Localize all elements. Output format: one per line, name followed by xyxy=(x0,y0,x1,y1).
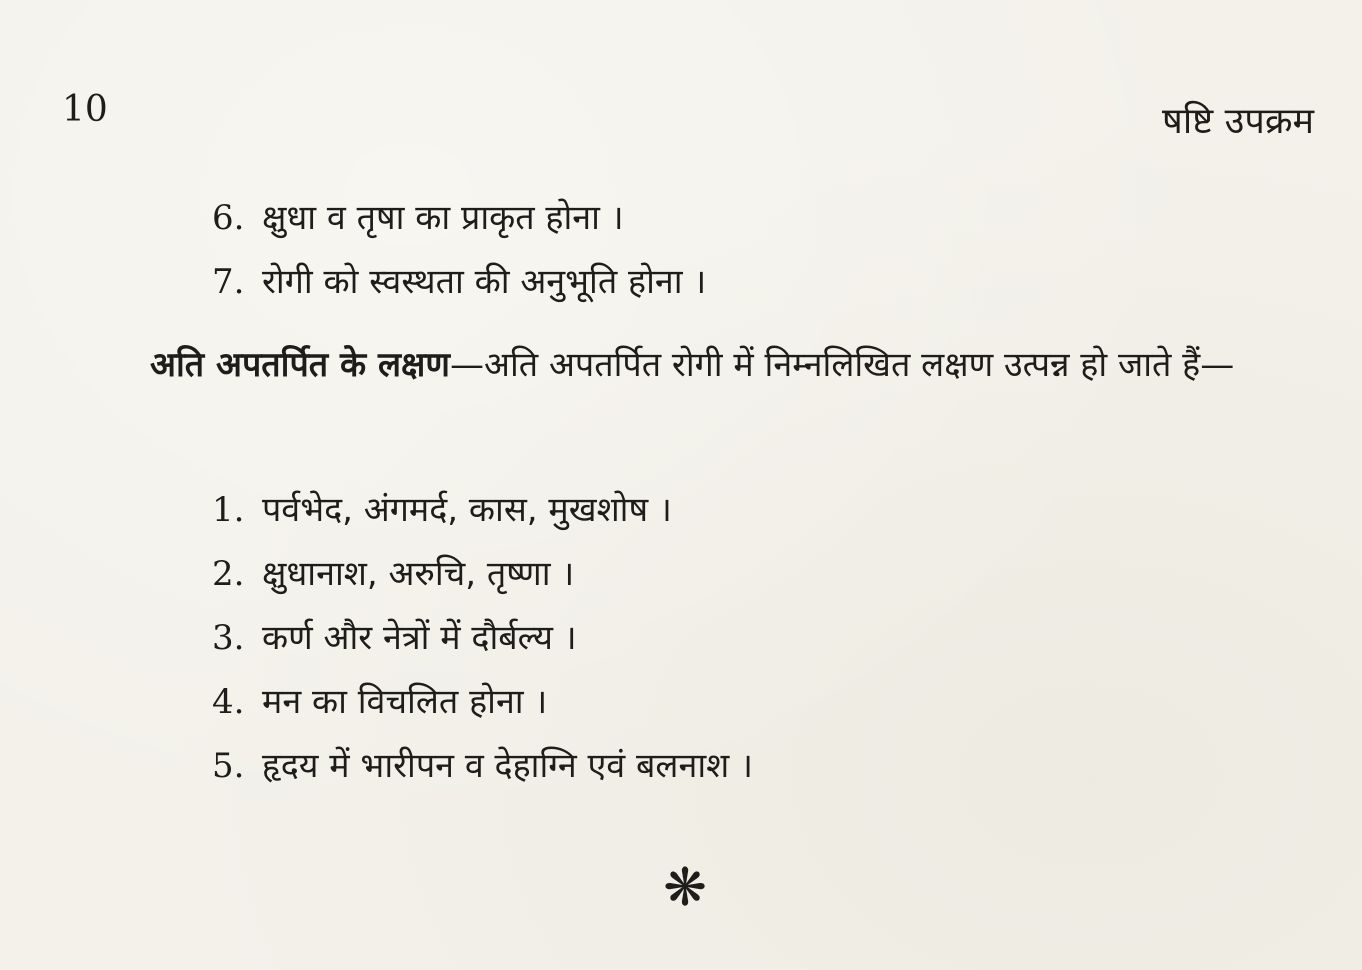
list-item xyxy=(212,606,753,670)
list-item-text: कर्ण और नेत्रों में दौर्बल्य । xyxy=(262,618,577,658)
list-item-text: रोगी को स्वस्थता की अनुभूति होना । xyxy=(262,262,707,302)
list-item-number: 7. xyxy=(212,262,245,302)
list-item-number: 2. xyxy=(212,554,245,594)
asterisk-ornament-icon: ❋ xyxy=(663,858,707,918)
section-body: —अति अपतर्पित रोगी में निम्नलिखित लक्षण उत्पन्न हो जाते हैं— xyxy=(449,345,1235,385)
list-item xyxy=(212,734,753,798)
list-item xyxy=(212,670,753,734)
list-item xyxy=(212,542,753,606)
section-paragraph xyxy=(62,336,1316,394)
list-bottom xyxy=(212,478,753,798)
list-item-text: मन का विचलित होना । xyxy=(262,682,548,722)
list-item-number: 4. xyxy=(212,682,245,722)
list-item xyxy=(212,478,753,542)
list-item-number: 1. xyxy=(212,490,245,530)
list-item xyxy=(212,186,706,250)
page-number: 10 xyxy=(62,89,108,130)
list-item-text: क्षुधानाश, अरुचि, तृष्णा । xyxy=(262,554,575,594)
list-item-text: पर्वभेद, अंगमर्द, कास, मुखशोष । xyxy=(262,490,672,530)
list-item-text: हृदय में भारीपन व देहाग्नि एवं बलनाश । xyxy=(262,746,753,786)
section-heading: अति अपतर्पित के लक्षण xyxy=(150,345,450,385)
list-item-number: 3. xyxy=(212,618,245,658)
running-title: षष्टि उपक्रम xyxy=(1162,101,1314,142)
list-item-text: क्षुधा व तृषा का प्राकृत होना । xyxy=(262,198,624,238)
list-top xyxy=(212,186,706,314)
list-item-number: 6. xyxy=(212,198,245,238)
list-item xyxy=(212,250,706,314)
list-item-number: 5. xyxy=(212,746,245,786)
